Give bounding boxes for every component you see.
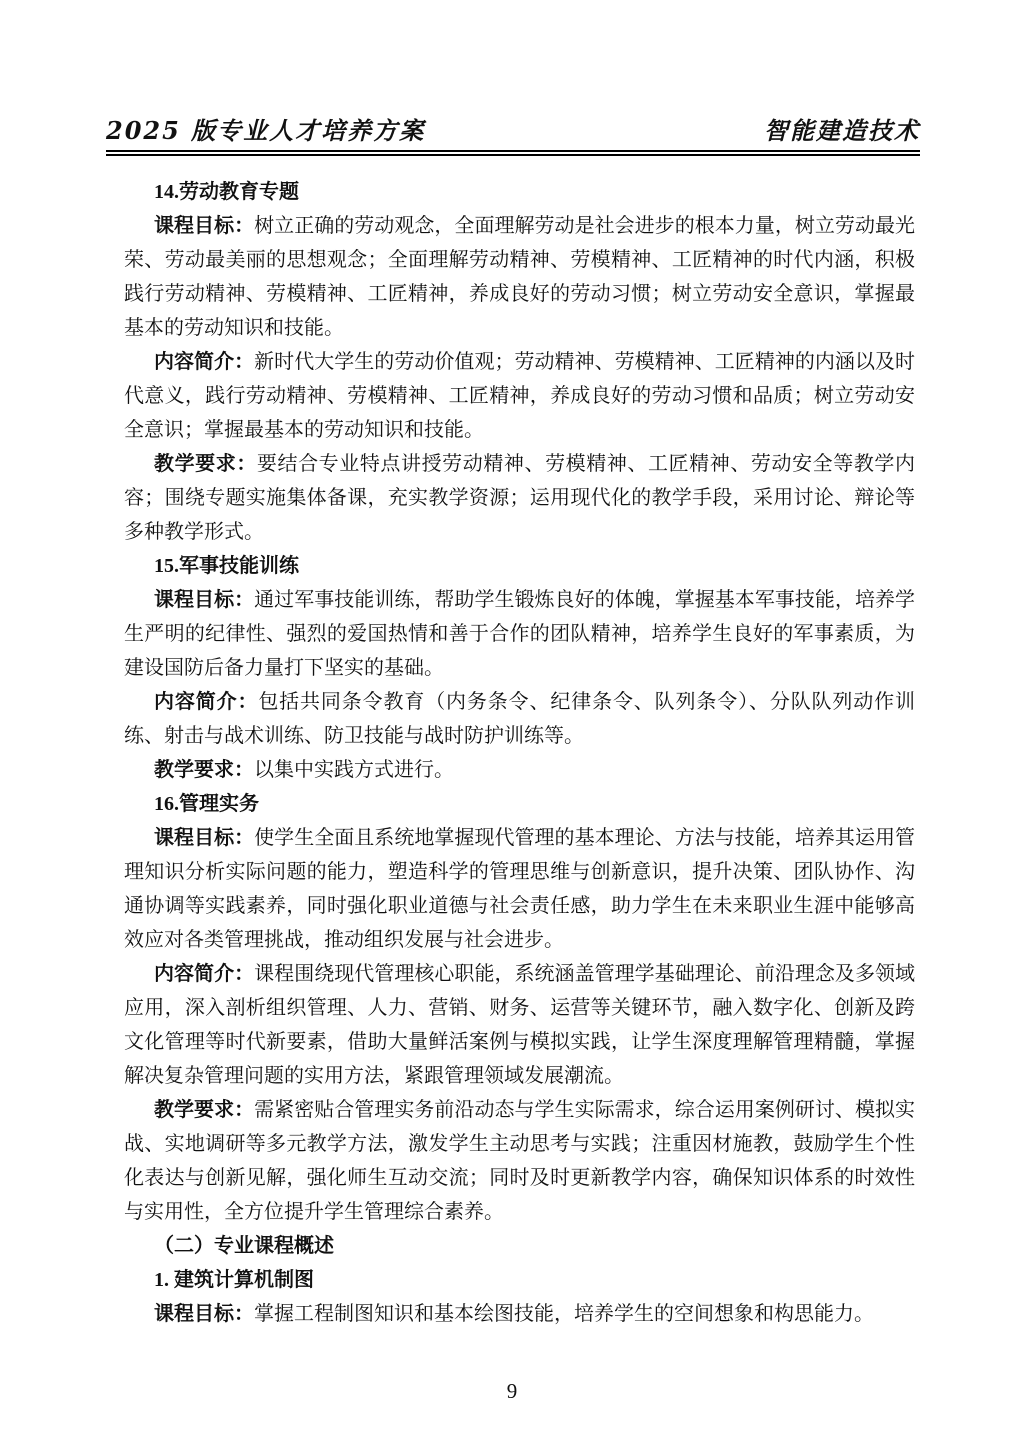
paragraph-label: 课程目标： [154, 589, 255, 611]
course-heading: 1. 建筑计算机制图 [154, 1269, 314, 1291]
paragraph-label: 教学要求： [154, 1099, 255, 1121]
paragraph-label: 内容简介： [154, 691, 259, 713]
paragraph-text: 包括共同条令教育（内务条令、纪律条令、队列条令）、分队队列动作训练、射击与战术训练、防卫技能与战时防护训练等。 [124, 691, 916, 747]
paragraph-text: 课程围绕现代管理核心职能，系统涵盖管理学基础理论、前沿理念及多领域应用，深入剖析组织管理、人力、营销、财务、运营等关键环节，融入数字化、创新及跨文化管理等时代新要素，借助大量鲜活案例与模拟实践，让学生深度理解管理精髓，掌握解决复杂管理问题的实用方法，紧跟管理领域发展潮流。 [124, 963, 916, 1087]
paragraph [124, 685, 915, 753]
paragraph [124, 821, 915, 957]
paragraph-label: 课程目标： [154, 1303, 254, 1325]
paragraph-text: 以集中实践方式进行。 [254, 759, 454, 781]
paragraph-label: 内容简介： [154, 351, 255, 373]
document-body [124, 175, 915, 1331]
header-right-title: 智能建造技术 [764, 116, 920, 145]
paragraph-label: 教学要求： [154, 759, 254, 781]
page-header [106, 116, 920, 146]
paragraph [124, 583, 915, 685]
paragraph-label: 教学要求： [154, 453, 257, 475]
paragraph-label: 课程目标： [154, 827, 255, 849]
paragraph-label: 课程目标： [154, 215, 255, 237]
paragraph-label: 内容简介： [154, 963, 255, 985]
page-number: 9 [506, 1379, 518, 1403]
paragraph-text: 掌握工程制图知识和基本绘图技能，培养学生的空间想象和构思能力。 [254, 1303, 874, 1325]
paragraph-text: 通过军事技能训练，帮助学生锻炼良好的体魄，掌握基本军事技能，培养学生严明的纪律性、强烈的爱国热情和善于合作的团队精神，培养学生良好的军事素质，为建设国防后备力量打下坚实的基础。 [124, 589, 916, 679]
course-heading: 16.管理实务 [154, 793, 259, 815]
page-footer [0, 1378, 1024, 1404]
paragraph-text: 使学生全面且系统地掌握现代管理的基本理论、方法与技能，培养其运用管理知识分析实际问题的能力，塑造科学的管理思维与创新意识，提升决策、团队协作、沟通协调等实践素养，同时强化职业道德与社会责任感，助力学生在未来职业生涯中能够高效应对各类管理挑战，推动组织发展与社会进步。 [124, 827, 916, 951]
paragraph [124, 957, 915, 1093]
header-double-rule [106, 150, 920, 156]
paragraph [124, 209, 915, 345]
paragraph [124, 1297, 915, 1331]
paragraph [124, 345, 915, 447]
paragraph [124, 1093, 915, 1229]
paragraph-text: 要结合专业特点讲授劳动精神、劳模精神、工匠精神、劳动安全等教学内容；围绕专题实施集体备课，充实教学资源；运用现代化的教学手段，采用讨论、辩论等多种教学形式。 [124, 453, 916, 543]
section-subheading: （二）专业课程概述 [154, 1235, 334, 1257]
paragraph-text: 树立正确的劳动观念，全面理解劳动是社会进步的根本力量，树立劳动最光荣、劳动最美丽的思想观念；全面理解劳动精神、劳模精神、工匠精神的时代内涵，积极践行劳动精神、劳模精神、工匠精神，养成良好的劳动习惯；树立劳动安全意识，掌握最基本的劳动知识和技能。 [124, 215, 916, 339]
course-heading: 14.劳动教育专题 [154, 181, 299, 203]
paragraph [124, 753, 915, 787]
paragraph-text: 新时代大学生的劳动价值观；劳动精神、劳模精神、工匠精神的内涵以及时代意义，践行劳动精神、劳模精神、工匠精神，养成良好的劳动习惯和品质；树立劳动安全意识；掌握最基本的劳动知识和技能。 [124, 351, 916, 441]
course-heading: 15.军事技能训练 [154, 555, 299, 577]
paragraph [124, 447, 915, 549]
paragraph-text: 需紧密贴合管理实务前沿动态与学生实际需求，综合运用案例研讨、模拟实战、实地调研等多元教学方法，激发学生主动思考与实践；注重因材施教，鼓励学生个性化表达与创新见解，强化师生互动交流；同时及时更新教学内容，确保知识体系的时效性与实用性，全方位提升学生管理综合素养。 [124, 1099, 916, 1223]
header-left-title: 2025 版专业人才培养方案 [106, 116, 426, 145]
